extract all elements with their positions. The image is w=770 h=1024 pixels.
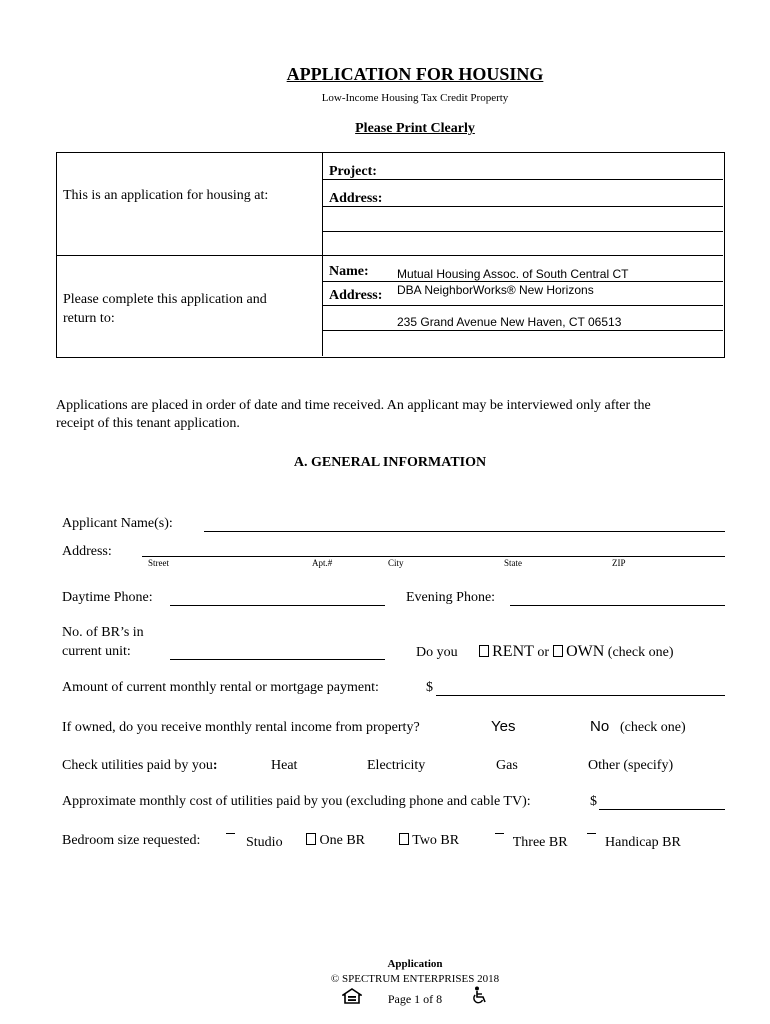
project-address-field[interactable] [329, 189, 719, 207]
one-br-option[interactable]: One BR [306, 833, 365, 849]
brs-field[interactable] [170, 659, 385, 660]
housing-info-box [56, 152, 725, 358]
handicap-br-option[interactable]: Handicap BR [587, 833, 681, 851]
page-subtitle: Low-Income Housing Tax Credit Property [321, 92, 509, 104]
do-you-label: Do you [416, 645, 458, 660]
address-label: Address: [329, 191, 383, 206]
box-divider-middle [57, 255, 723, 256]
footer-page-number: Page 1 of 8 [387, 992, 443, 1006]
two-br-option[interactable]: Two BR [399, 833, 459, 849]
box-row-line [322, 281, 723, 282]
heat-option[interactable]: Heat [271, 758, 298, 773]
utilities-label: Check utilities paid by you: [62, 758, 218, 773]
return-address-line1: DBA NeighborWorks® New Horizons [397, 283, 594, 297]
box-row-line [322, 305, 723, 306]
return-label-line1: Please complete this application and [63, 292, 267, 307]
brs-label-line2: current unit: [62, 644, 131, 659]
intro-line1: Applications are placed in order of date and time received. An applicant may be interviewed only after the [56, 398, 651, 413]
studio-checkbox[interactable] [226, 833, 235, 834]
equal-housing-icon [342, 988, 362, 1004]
return-label-line2: return to: [63, 311, 115, 326]
gas-option[interactable]: Gas [496, 758, 518, 773]
one-br-checkbox[interactable] [306, 833, 316, 845]
brs-label-line1: No. of BR’s in [62, 625, 144, 640]
own-checkbox[interactable] [553, 645, 563, 657]
utility-cost-field[interactable] [599, 809, 725, 810]
dollar-sign-2: $ [590, 794, 597, 809]
electricity-option[interactable]: Electricity [367, 758, 426, 773]
daytime-phone-label: Daytime Phone: [62, 590, 153, 605]
utility-cost-label: Approximate monthly cost of utilities paid by you (excluding phone and cable TV): [62, 794, 531, 809]
return-address-label: Address: [329, 288, 383, 303]
or-label: or [537, 645, 550, 660]
studio-option[interactable]: Studio [226, 833, 283, 851]
own-label: OWN [566, 643, 605, 660]
daytime-phone-field[interactable] [170, 605, 385, 606]
name-label: Name: [329, 264, 369, 279]
zip-sublabel: ZIP [612, 558, 626, 568]
evening-phone-field[interactable] [510, 605, 725, 606]
two-br-checkbox[interactable] [399, 833, 409, 845]
wheelchair-icon [472, 986, 488, 1004]
box-row-line [322, 179, 723, 180]
address-field[interactable] [142, 556, 725, 557]
three-br-checkbox[interactable] [495, 833, 504, 834]
print-note: Please Print Clearly [355, 121, 475, 136]
handicap-br-checkbox[interactable] [587, 833, 596, 834]
monthly-payment-field[interactable] [436, 695, 725, 696]
rent-checkbox[interactable] [479, 645, 489, 657]
return-address-line2: 235 Grand Avenue New Haven, CT 06513 [397, 315, 622, 329]
housing-at-label: This is an application for housing at: [63, 188, 269, 203]
check-one-label: (check one) [607, 645, 674, 660]
rent-label: RENT [492, 643, 534, 660]
applicant-names-label: Applicant Name(s): [62, 516, 173, 531]
dollar-sign: $ [426, 680, 433, 695]
check-one-label-2: (check one) [620, 720, 686, 735]
apt-sublabel: Apt.# [312, 558, 333, 568]
footer-title: Application [387, 958, 443, 970]
page-title: APPLICATION FOR HOUSING [286, 64, 544, 84]
state-sublabel: State [504, 558, 522, 568]
intro-line2: receipt of this tenant application. [56, 416, 240, 431]
box-row-line [322, 330, 723, 331]
evening-phone-label: Evening Phone: [406, 590, 496, 605]
no-option[interactable]: No [590, 718, 610, 735]
box-row-line [322, 231, 723, 232]
project-label: Project: [329, 164, 377, 179]
other-option[interactable]: Other (specify) [588, 758, 674, 773]
city-sublabel: City [388, 558, 404, 568]
section-heading: A. GENERAL INFORMATION [293, 455, 487, 470]
address-label-a: Address: [62, 544, 112, 559]
three-br-option[interactable]: Three BR [495, 833, 568, 851]
street-sublabel: Street [148, 558, 169, 568]
monthly-payment-label: Amount of current monthly rental or mortgage payment: [62, 680, 379, 695]
name-value: Mutual Housing Assoc. of South Central CT [397, 267, 629, 281]
footer-copyright: © SPECTRUM ENTERPRISES 2018 [330, 973, 500, 985]
owned-question: If owned, do you receive monthly rental income from property? [62, 720, 420, 735]
yes-option[interactable]: Yes [491, 718, 516, 735]
bedroom-size-label: Bedroom size requested: [62, 833, 201, 848]
applicant-names-field[interactable] [204, 531, 725, 532]
